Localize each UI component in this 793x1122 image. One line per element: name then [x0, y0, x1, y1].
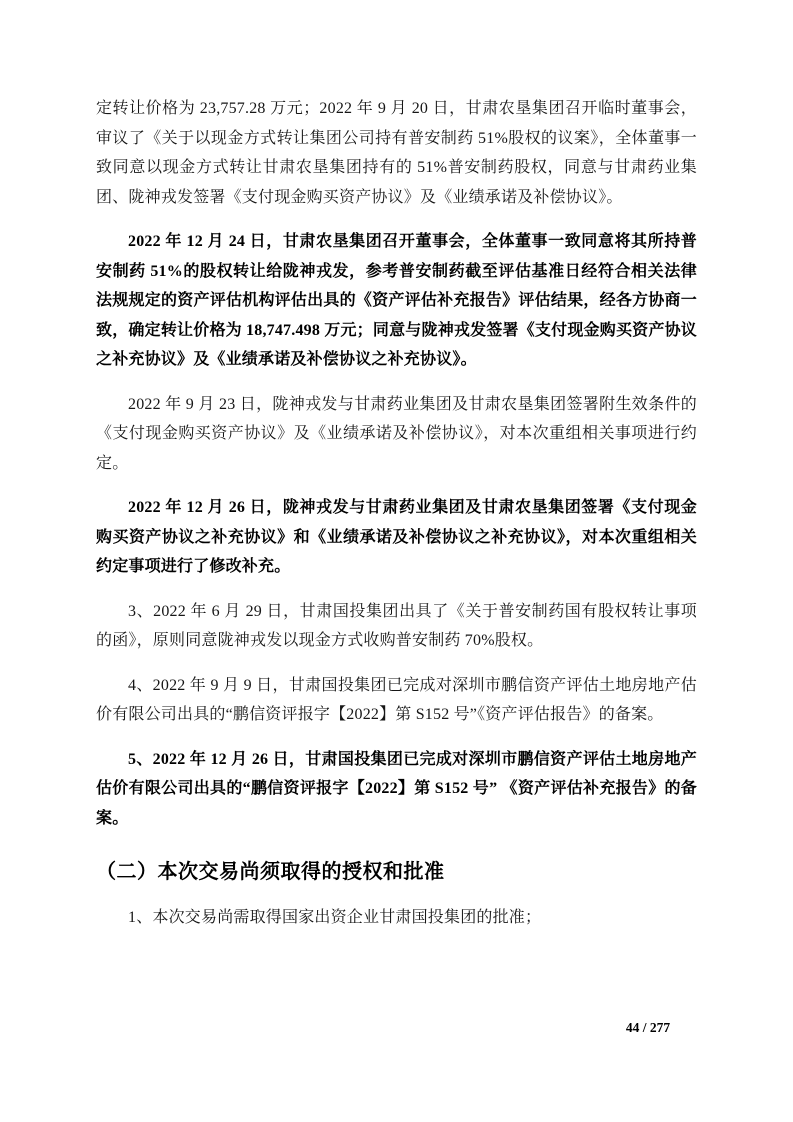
paragraph-transfer-price-continuation: 定转让价格为 23,757.28 万元；2022 年 9 月 20 日，甘肃农垦集团召开临时董事会，审议了《关于以现金方式转让集团公司持有普安制药 51%股权的议案》，全体董事一致同意以现金方式转让甘肃农垦集团持有的 51%普安制药股权，同意与甘肃药业集团、陇神戎发签署《支付现金购买资产协议》及《业绩承诺及补偿协议》。: [96, 100, 697, 206]
paragraph-supplement-agreement-dec26: 2022 年 12 月 26 日，陇神戎发与甘肃药业集团及甘肃农垦集团签署《支付现金购买资产协议之补充协议》和《业绩承诺及补偿协议之补充协议》，对本次重组相关约定事项进行了修改补充。: [96, 499, 697, 575]
paragraph-item-5-supplement-filing: 5、2022 年 12 月 26 日，甘肃国投集团已完成对深圳市鹏信资产评估土地房地产估价有限公司出具的“鹏信资评报字【2022】第 S152 号” 《资产评估补充报告》的备案。: [96, 750, 697, 827]
document-body: [96, 94, 697, 948]
page-number: 44 / 277: [625, 1020, 671, 1035]
paragraph-item-3-approval-letter: 3、2022 年 6 月 29 日，甘肃国投集团出具了《关于普安制药国有股权转让事项的函》，原则同意陇神戎发以现金方式收购普安制药 70%股权。: [96, 602, 697, 649]
paragraph-agreement-sep23: 2022 年 9 月 23 日，陇神戎发与甘肃药业集团及甘肃农垦集团签署附生效条件的《支付现金购买资产协议》及《业绩承诺及补偿协议》，对本次重组相关事项进行约定。: [96, 395, 697, 472]
paragraph-item-4-valuation-filing: 4、2022 年 9 月 9 日，甘肃国投集团已完成对深圳市鹏信资产评估土地房地产估价有限公司出具的“鹏信资评报字【2022】第 S152 号”《资产评估报告》的备案。: [96, 676, 697, 723]
section-heading: （二）本次交易尚须取得的授权和批准: [96, 861, 445, 883]
paragraph-board-resolution-dec24: 2022 年 12 月 24 日，甘肃农垦集团召开董事会，全体董事一致同意将其所持普安制药 51%的股权转让给陇神戎发，参考普安制药截至评估基准日经符合相关法律法规规定的资产评估机构评估出具的《资产评估补充报告》评估结果，经各方协商一致，确定转让价格为 18,747.498 万元；同意与陇神戎发签署《支付现金购买资产协议之补充协议》及《业绩承诺及补偿协议之补充协议》。: [96, 233, 697, 368]
paragraph-item-1-approval-needed: 1、本次交易尚需取得国家出资企业甘肃国投集团的批准；: [128, 909, 542, 926]
